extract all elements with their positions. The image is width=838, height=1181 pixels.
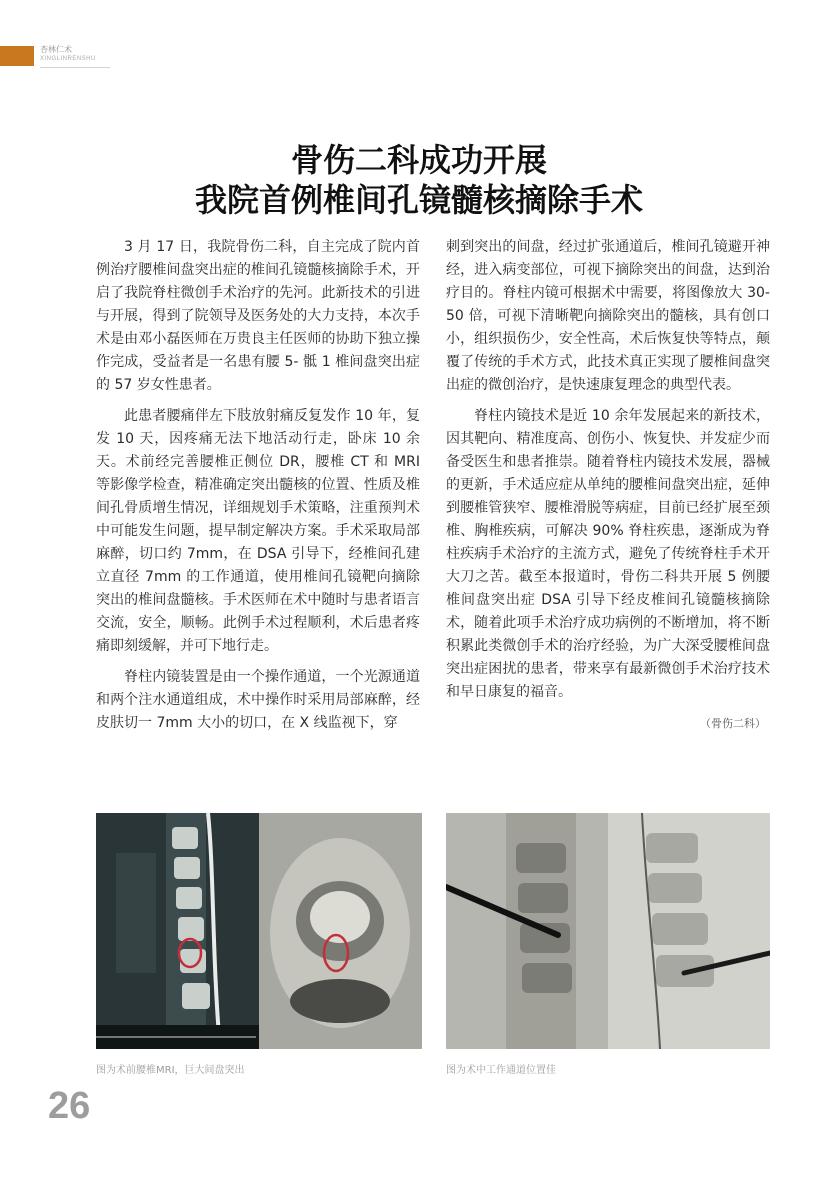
section-name: 杏林仁术 (40, 45, 72, 54)
paragraph: 脊柱内镜技术是近 10 余年发展起来的新技术，因其靶向、精准度高、创伤小、恢复快、并发症少而备受医生和患者推崇。随着脊柱内镜技术发展，器械的更新，手术适应症从单纯的腰椎间盘突出症，延伸到腰椎管狭窄、腰椎滑脱等病症，目前已经扩展至颈椎、胸椎疾病，可解决 90% 脊柱疾患，逐渐成为脊柱疾病手术治疗的主流方式，避免了传统脊柱手术开大刀之苦。截至本报道时，骨伤二科共开展 5 例腰椎间盘突出症 DSA 引导下经皮椎间孔镜髓核摘除术，随着此项手术治疗成功病例的不断增加，将不断积累此类微创手术的治疗经验，为广大深受腰椎间盘突出症困扰的患者，带来享有最新微创手术治疗技术和早日康复的福音。 (446, 408, 770, 700)
title-line-2: 我院首例椎间孔镜髓核摘除手术 (194, 181, 643, 219)
xray-caption: 图为术中工作通道位置佳 (446, 1065, 556, 1076)
xray-photo (446, 813, 770, 1049)
xray-image (446, 813, 770, 1049)
paragraph: 此患者腰痛伴左下肢放射痛反复发作 10 年，复发 10 天，因疼痛无法下地活动行走，卧床 10 余天。术前经完善腰椎正侧位 DR，腰椎 CT 和 MRI 等影像学检查，精准确定突出髓核的位置、性质及椎间孔骨质增生情况，详细规划手术策略，注重预判术中可能发生问题，提早制定解决方案。手术采取局部麻醉，切口约 7mm，在 DSA 引导下，经椎间孔建立直径 7mm 的工作通道，使用椎间孔镜靶向摘除突出的椎间盘髓核。手术医师在术中随时与患者语言交流，安全，顺畅。此例手术过程顺利，术后患者疼痛即刻缓解，并可下地行走。 (96, 408, 420, 654)
section-accent-bar (0, 46, 34, 66)
page-number: 26 (48, 1085, 91, 1127)
paragraph: 3 月 17 日，我院骨伤二科，自主完成了院内首例治疗腰椎间盘突出症的椎间孔镜髓核摘除手术，开启了我院脊柱微创手术治疗的先河。此新技术的引进与开展，得到了院领导及医务处的大力支持，本次手术是由邓小磊医师在万贵良主任医师的协助下独立操作完成，受益者是一名患有腰 5- 骶 1 椎间盘突出症的 57 岁女性患者。 (96, 239, 420, 393)
article-title (0, 140, 838, 220)
mri-caption: 图为术前腰椎MRI，巨大间盘突出 (96, 1065, 245, 1076)
mri-photo (96, 813, 422, 1049)
title-line-1: 骨伤二科成功开展 (290, 141, 547, 179)
section-name-pinyin: XINGLINRENSHU (40, 56, 96, 62)
article-column-right (446, 236, 770, 735)
byline: （骨伤二科） (700, 717, 766, 730)
mri-image (96, 813, 422, 1049)
paragraph: 脊柱内镜装置是由一个操作通道，一个光源通道和两个注水通道组成，术中操作时采用局部麻醉，经皮肤切一 7mm 大小的切口，在 X 线监视下，穿 (96, 669, 420, 731)
paragraph-continuation: 刺到突出的间盘，经过扩张通道后，椎间孔镜避开神经，进入病变部位，可视下摘除突出的间盘，达到治疗目的。脊柱内镜可根据术中需要，将图像放大 30-50 倍，可视下清晰靶向摘除突出的髓核，具有创口小，组织损伤少，安全性高，术后恢复快等特点，颠覆了传统的手术方式，此技术真正实现了腰椎间盘突出症的微创治疗，是快速康复理念的典型代表。 (446, 239, 770, 393)
article-column-left (96, 236, 420, 743)
header-divider (40, 67, 110, 68)
